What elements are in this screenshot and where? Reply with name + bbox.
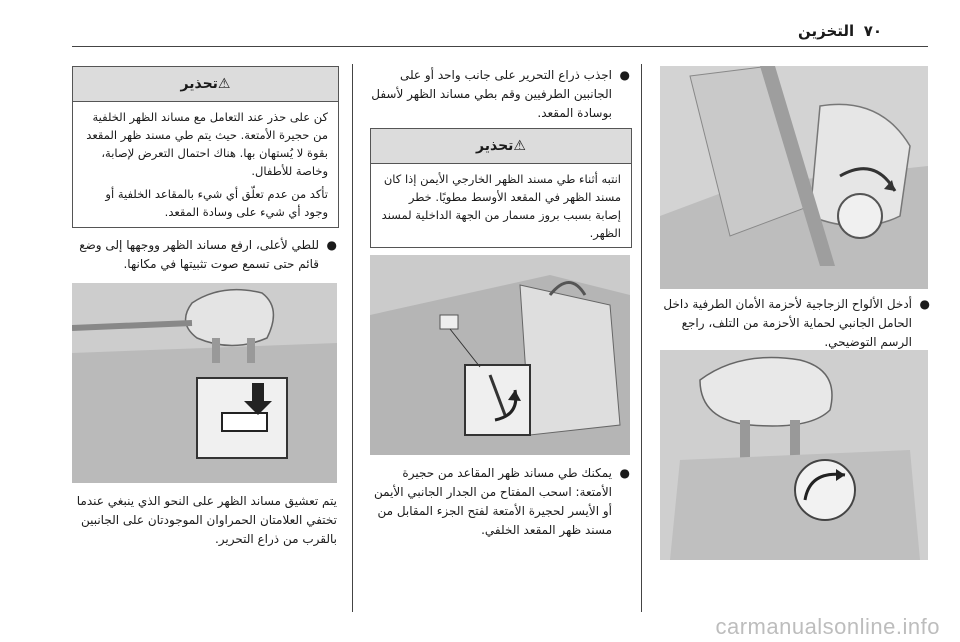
- paragraph-text: يتم تعشيق مساند الظهر على النحو الذي ينبغي عندما تختفي العلامتان الحمراوان الموجودتان على الجانبين بالقرب من ذراع التحرير.: [76, 494, 337, 546]
- middle-column-text: [370, 66, 630, 129]
- figure-belt-guide: [660, 66, 928, 289]
- page-header: [0, 22, 960, 46]
- figure-trunk-lever: [370, 255, 630, 455]
- warning-text: كن على حذر عند التعامل مع مساند الظهر الخلفية من حجيرة الأمتعة. حيث يتم طي مسند ظهر المقعد بقوة لا يُستهان بها. هناك احتمال التعرض لإصابة، وخاصة للأطفال.: [86, 110, 328, 178]
- bullet-icon: ●: [619, 68, 630, 82]
- warning-title: تحذير: [476, 138, 514, 154]
- list-item-text: اجذب ذراع التحرير على جانب واحد أو على الجانبين الطرفيين وقم بطي مساند الظهر لأسفل بوسادة المقعد.: [371, 68, 612, 120]
- warning-icon: ⚠: [513, 138, 526, 154]
- warning-title: تحذير: [180, 76, 218, 92]
- warning-header: [73, 67, 338, 102]
- column-divider: [352, 64, 353, 612]
- page-number: ٧٠: [863, 22, 882, 40]
- list-item-text: أدخل الألواح الزجاجية لأحزمة الأمان الطرفية داخل الحامل الجانبي لحماية الأحزمة من التلف، راجع الرسم التوضيحي.: [663, 297, 912, 349]
- list-item-text: للطي لأعلى، ارفع مساند الظهر ووجهها إلى وضع قائم حتى تسمع صوت تثبيتها في مكانها.: [79, 238, 319, 271]
- paragraph: [72, 492, 337, 549]
- list-item-text: يمكنك طي مساند ظهر المقاعد من حجيرة الأمتعة: اسحب المفتاح من الجدار الجانبي الأيمن أو الأيسر لحجيرة الأمتعة لفتح الجزء المقابل من مسند ظهر المقعد الخلفي.: [374, 466, 612, 537]
- left-column-text-2: [72, 492, 337, 555]
- list-item: [370, 66, 630, 123]
- list-item: [72, 236, 337, 274]
- right-column-text: [660, 295, 930, 358]
- bullet-icon: ●: [619, 466, 630, 480]
- watermark: carmanualsonline.info: [715, 614, 940, 639]
- bullet-icon: ●: [919, 297, 930, 311]
- middle-column-text-2: [370, 464, 630, 546]
- warning-text: انتبه أثناء طي مسند الظهر الخارجي الأيمن إذا كان مسند الظهر في المقعد الأوسط مطويًا. خطر إصابة بسبب بروز مسمار من الجهة الداخلية لمسند الظهر.: [381, 172, 621, 240]
- warning-body: [371, 164, 631, 253]
- warning-text: تأكد من عدم تعلّق أي شيء بالمقاعد الخلفية أو وجود أي شيء على وسادة المقعد.: [105, 187, 328, 219]
- warning-icon: ⚠: [217, 76, 231, 92]
- bullet-icon: ●: [326, 238, 337, 252]
- figure-belt-insert: [660, 350, 928, 560]
- warning-body: [73, 102, 338, 232]
- column-divider: [641, 64, 642, 612]
- left-column-text: [72, 236, 337, 280]
- warning-box: [370, 128, 632, 248]
- figure-seatback-latch: [72, 283, 337, 483]
- warning-header: [371, 129, 631, 164]
- list-item: [370, 464, 630, 540]
- list-item: [660, 295, 930, 352]
- warning-box: [72, 66, 339, 228]
- header-divider: [72, 46, 928, 47]
- page-title: التخزين: [798, 22, 855, 40]
